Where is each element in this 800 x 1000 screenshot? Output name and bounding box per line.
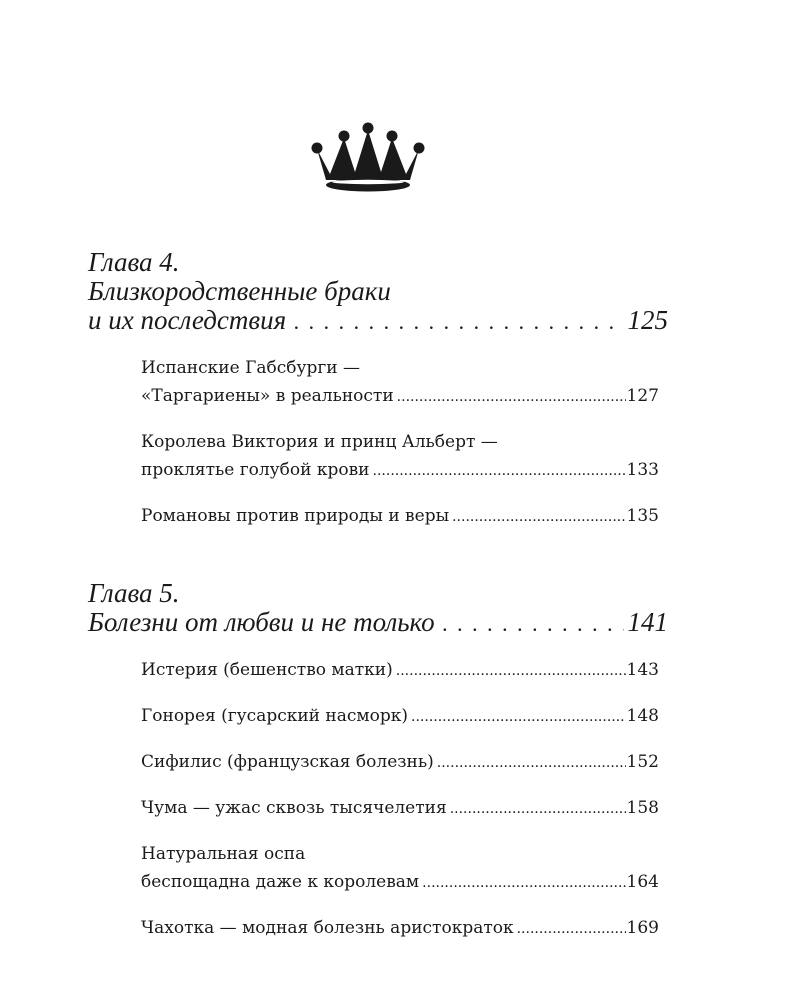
entry-page-number: 169 — [626, 918, 659, 938]
leader-dots — [437, 749, 626, 777]
leader-dots — [397, 383, 626, 411]
toc-entry[interactable] — [141, 502, 659, 531]
entry-title-text: Чахотка — модная болезнь аристократок — [141, 918, 514, 938]
entry-page-number: 127 — [626, 386, 659, 406]
entry-title-text: «Таргариены» в реальности — [141, 386, 394, 406]
toc-entry[interactable] — [141, 428, 659, 485]
toc-entry[interactable] — [141, 748, 659, 777]
entry-page-number: 133 — [626, 460, 659, 480]
entry-page-number: 148 — [626, 706, 659, 726]
chapter-title-last-line[interactable] — [88, 306, 668, 336]
entry-page-number: 135 — [626, 506, 659, 526]
leader-dots — [517, 915, 626, 943]
entry-title-text: Истерия (бешенство матки) — [141, 660, 393, 680]
entry-last-line — [141, 748, 659, 777]
toc-entry[interactable] — [141, 794, 659, 823]
entry-page-number: 164 — [626, 872, 659, 892]
leader-dots — [422, 869, 625, 897]
entry-last-line — [141, 656, 659, 685]
entry-title-text: Сифилис (французская болезнь) — [141, 752, 434, 772]
toc-entries — [141, 656, 659, 943]
entry-title-line: Испанские Габсбурги — — [141, 358, 360, 378]
chapter-title-text: и их последствия — [88, 305, 287, 335]
entry-title-text: Чума — ужас сквозь тысячелетия — [141, 798, 447, 818]
toc-entry[interactable] — [141, 702, 659, 731]
chapter-4-section — [88, 248, 668, 548]
entry-title-text: проклятье голубой крови — [141, 460, 370, 480]
entry-page-number: 152 — [626, 752, 659, 772]
toc-entry[interactable] — [141, 354, 659, 411]
leader-dots — [294, 307, 623, 336]
entry-last-line — [141, 914, 659, 943]
entry-page-number: 143 — [626, 660, 659, 680]
entry-last-line — [141, 868, 659, 897]
entry-page-number: 158 — [626, 798, 659, 818]
toc-entry[interactable] — [141, 656, 659, 685]
entry-title-text: Романовы против природы и веры — [141, 506, 450, 526]
chapter-title-line: Близкородственные браки — [88, 276, 391, 306]
toc-entry[interactable] — [141, 914, 659, 943]
entry-last-line — [141, 382, 659, 411]
entry-last-line — [141, 502, 659, 531]
entry-last-line — [141, 702, 659, 731]
leader-dots — [411, 703, 626, 731]
chapter-heading — [88, 248, 668, 336]
entry-title-line: Натуральная оспа — [141, 844, 306, 864]
chapter-label: Глава 4. — [88, 247, 180, 277]
toc-entries — [141, 354, 659, 531]
chapter-page-number: 125 — [627, 305, 668, 335]
crown-icon — [308, 122, 428, 194]
leader-dots — [443, 609, 624, 638]
chapter-page-number: 141 — [627, 607, 668, 637]
chapter-title-last-line[interactable] — [88, 608, 668, 638]
chapter-5-section — [88, 579, 668, 960]
entry-last-line — [141, 456, 659, 485]
chapter-title-text: Болезни от любви и не только — [88, 607, 435, 637]
leader-dots — [396, 657, 626, 685]
leader-dots — [452, 503, 625, 531]
leader-dots — [450, 795, 626, 823]
toc-entry[interactable] — [141, 840, 659, 897]
chapter-label: Глава 5. — [88, 578, 180, 608]
chapter-heading — [88, 579, 668, 638]
entry-title-line: Королева Виктория и принц Альберт — — [141, 432, 498, 452]
entry-title-text: беспощадна даже к королевам — [141, 872, 420, 892]
entry-title-text: Гонорея (гусарский насморк) — [141, 706, 409, 726]
entry-last-line — [141, 794, 659, 823]
leader-dots — [373, 457, 626, 485]
